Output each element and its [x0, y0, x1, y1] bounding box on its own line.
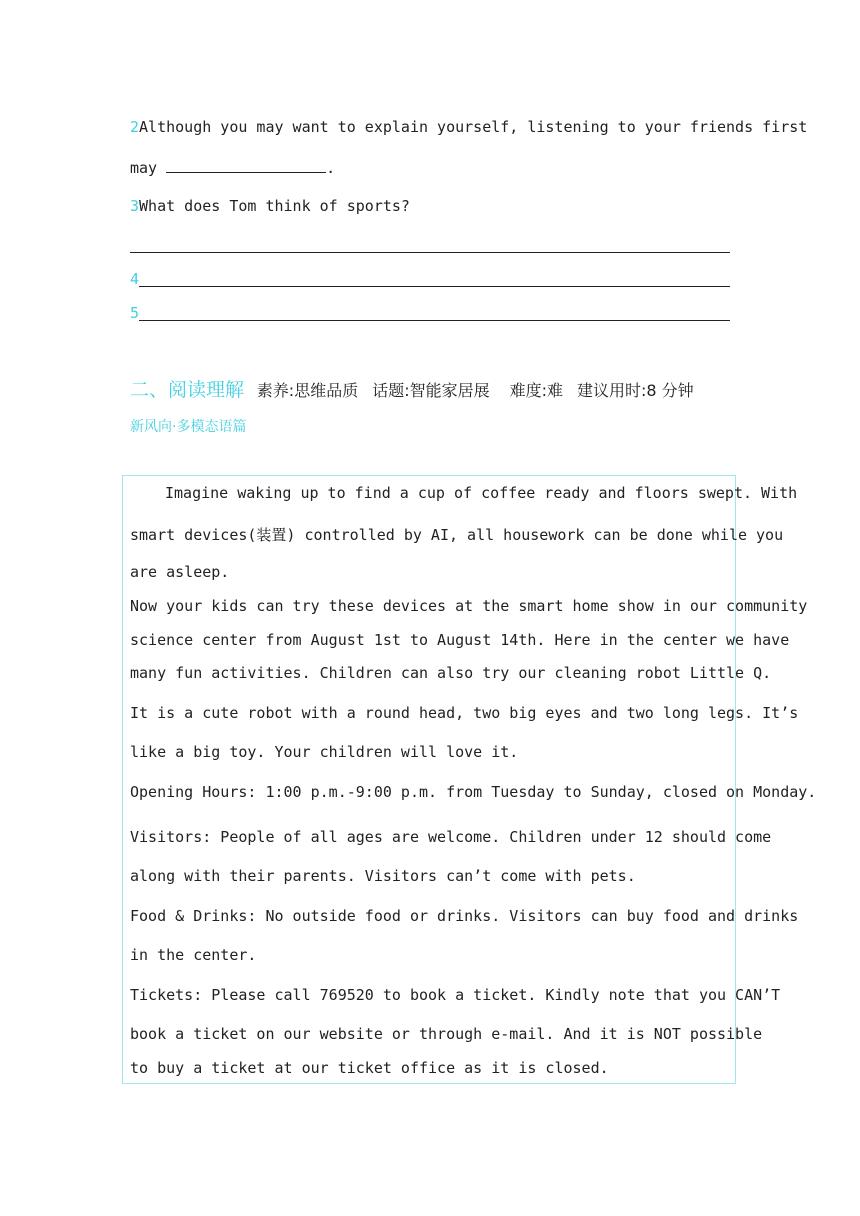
question-5	[130, 304, 139, 322]
answer-line[interactable]	[130, 252, 730, 253]
time-label: 建议用时:8 分钟	[577, 381, 694, 400]
answer-blank[interactable]	[166, 158, 326, 173]
passage-line: Imagine waking up to find a cup of coffee ready and floors swept. With	[165, 484, 798, 502]
section-meta	[257, 381, 708, 400]
passage-line: Visitors: People of all ages are welcome. Children under 12 should come	[130, 828, 772, 846]
difficulty-label: 难度:难	[509, 381, 564, 400]
passage-line: many fun activities. Children can also try our cleaning robot Little Q.	[130, 664, 772, 682]
passage-line: to buy a ticket at our ticket office as it is closed.	[130, 1059, 609, 1077]
question-text-suffix: .	[326, 159, 336, 177]
question-text-prefix: may	[130, 159, 158, 177]
question-number: 5	[130, 304, 140, 322]
question-text: Although you may want to explain yourself, listening to your friends first	[139, 118, 808, 136]
passage-line: science center from August 1st to August 14th. Here in the center we have	[130, 631, 790, 649]
question-2-line2	[130, 158, 335, 177]
topic-label: 话题:智能家居展	[372, 381, 490, 400]
passage-line: Tickets: Please call 769520 to book a ticket. Kindly note that you CAN’T	[130, 986, 781, 1004]
question-2	[130, 118, 808, 136]
question-3	[130, 197, 410, 215]
question-4	[130, 270, 139, 288]
literacy-label: 素养:思维品质	[256, 381, 359, 400]
passage-line: smart devices(装置) controlled by AI, all housework can be done while you	[130, 526, 784, 544]
answer-line[interactable]	[139, 286, 730, 287]
passage-line: like a big toy. Your children will love it.	[130, 743, 519, 761]
section-title: 二、阅读理解	[130, 379, 245, 401]
question-number: 3	[130, 197, 140, 215]
passage-line: in the center.	[130, 946, 257, 964]
passage-line: Food & Drinks: No outside food or drinks. Visitors can buy food and drinks	[130, 907, 799, 925]
passage-line: along with their parents. Visitors can’t come with pets.	[130, 867, 636, 885]
passage-line: Now your kids can try these devices at the smart home show in our community	[130, 597, 808, 615]
question-text: What does Tom think of sports?	[139, 197, 410, 215]
passage-line: book a ticket on our website or through e-mail. And it is NOT possible	[130, 1025, 763, 1043]
section-heading	[130, 375, 708, 402]
section-subtag: 新风向·多模态语篇	[130, 419, 247, 435]
answer-line[interactable]	[139, 320, 730, 321]
passage-line: are asleep.	[130, 563, 230, 581]
passage-line: It is a cute robot with a round head, two big eyes and two long legs. It’s	[130, 704, 799, 722]
question-number: 2	[130, 118, 140, 136]
passage-line: Opening Hours: 1:00 p.m.-9:00 p.m. from Tuesday to Sunday, closed on Monday.	[130, 783, 817, 801]
question-number: 4	[130, 270, 140, 288]
